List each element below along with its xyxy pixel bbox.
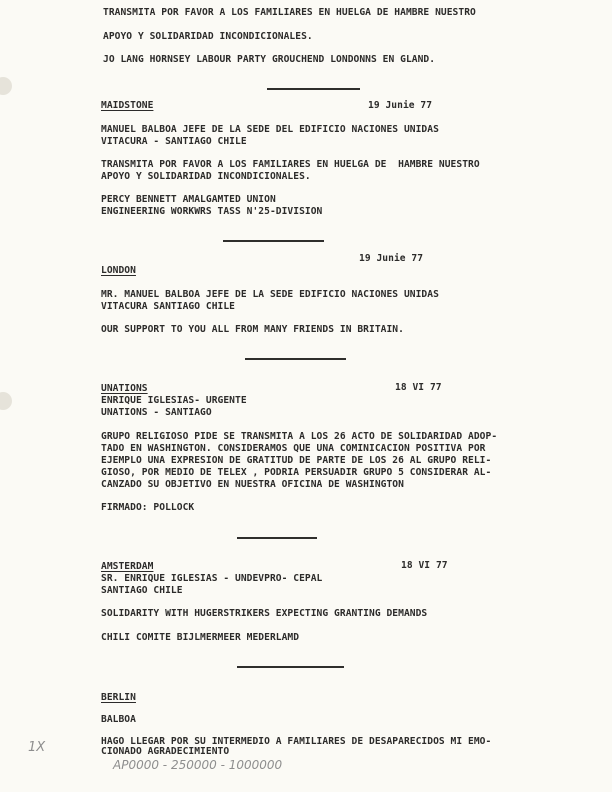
unations-message: CANZADO SU OBJETIVO EN NUESTRA OFICINA DE WASHINGTON (101, 479, 404, 490)
berlin-message: CIONADO AGRADECIMIENTO (101, 746, 230, 757)
unations-message: TADO EN WASHINGTON. CONSIDERAMOS QUE UNA COMINICACION POSITIVA POR (101, 443, 486, 454)
london-date: 19 Junie 77 (359, 253, 424, 264)
london-address: MR. MANUEL BALBOA JEFE DE LA SEDE EDIFICIO NACIONES UNIDAS (101, 289, 439, 300)
amsterdam-place: AMSTERDAM (101, 561, 154, 572)
maidstone-address: MANUEL BALBOA JEFE DE LA SEDE DEL EDIFICIO NACIONES UNIDAS (101, 124, 439, 135)
unations-message: EJEMPLO UNA EXPRESION DE GRATITUD DE PARTE DE LOS 26 AL GRUPO RELI- (101, 455, 492, 466)
archive-stamp: AP0000 - 250000 - 1000000 (113, 758, 283, 772)
punch-hole (0, 392, 12, 410)
maidstone-signature: PERCY BENNETT AMALGAMTED UNION (101, 194, 276, 205)
maidstone-date: 19 Junie 77 (368, 100, 433, 111)
amsterdam-date: 18 VI 77 (401, 560, 448, 571)
section-divider (223, 240, 324, 242)
unations-address: ENRIQUE IGLESIAS- URGENTE (101, 395, 247, 406)
section-divider (267, 88, 360, 90)
london-address: VITACURA SANTIAGO CHILE (101, 301, 235, 312)
unations-date: 18 VI 77 (395, 382, 442, 393)
margin-note: 1X (28, 740, 46, 755)
unations-address: UNATIONS - SANTIAGO (101, 407, 212, 418)
section-divider (237, 666, 344, 668)
unations-place: UNATIONS (101, 383, 148, 394)
london-message: OUR SUPPORT TO YOU ALL FROM MANY FRIENDS IN BRITAIN. (101, 324, 404, 335)
maidstone-place: MAIDSTONE (101, 100, 154, 111)
amsterdam-address: SR. ENRIQUE IGLESIAS - UNDEVPRO- CEPAL (101, 573, 323, 584)
punch-hole (0, 77, 12, 95)
berlin-address: BALBOA (101, 714, 136, 725)
berlin-message: HAGO LLEGAR POR SU INTERMEDIO A FAMILIARES DE DESAPARECIDOS MI EMO- (101, 736, 492, 747)
unations-message: GIOSO, POR MEDIO DE TELEX , PODRIA PERSUADIR GRUPO 5 CONSIDERAR AL- (101, 467, 492, 478)
intro-signature: JO LANG HORNSEY LABOUR PARTY GROUCHEND LONDONNS EN GLAND. (103, 54, 436, 65)
unations-signature: FIRMADO: POLLOCK (101, 502, 195, 513)
amsterdam-message: SOLIDARITY WITH HUGERSTRIKERS EXPECTING GRANTING DEMANDS (101, 608, 428, 619)
section-divider (245, 358, 346, 360)
maidstone-message: APOYO Y SOLIDARIDAD INCONDICIONALES. (101, 171, 311, 182)
maidstone-message: TRANSMITA POR FAVOR A LOS FAMILIARES EN HUELGA DE HAMBRE NUESTRO (101, 159, 480, 170)
intro-line: TRANSMITA POR FAVOR A LOS FAMILIARES EN HUELGA DE HAMBRE NUESTRO (103, 7, 476, 18)
unations-message: GRUPO RELIGIOSO PIDE SE TRANSMITA A LOS 26 ACTO DE SOLIDARIDAD ADOP- (101, 431, 498, 442)
maidstone-signature: ENGINEERING WORKWRS TASS N'25-DIVISION (101, 206, 323, 217)
amsterdam-signature: CHILI COMITE BIJLMERMEER MEDERLAMD (101, 632, 300, 643)
maidstone-address: VITACURA - SANTIAGO CHILE (101, 136, 247, 147)
amsterdam-address: SANTIAGO CHILE (101, 585, 183, 596)
section-divider (237, 537, 317, 539)
intro-line: APOYO Y SOLIDARIDAD INCONDICIONALES. (103, 31, 313, 42)
berlin-place: BERLIN (101, 692, 136, 703)
london-place: LONDON (101, 265, 136, 276)
